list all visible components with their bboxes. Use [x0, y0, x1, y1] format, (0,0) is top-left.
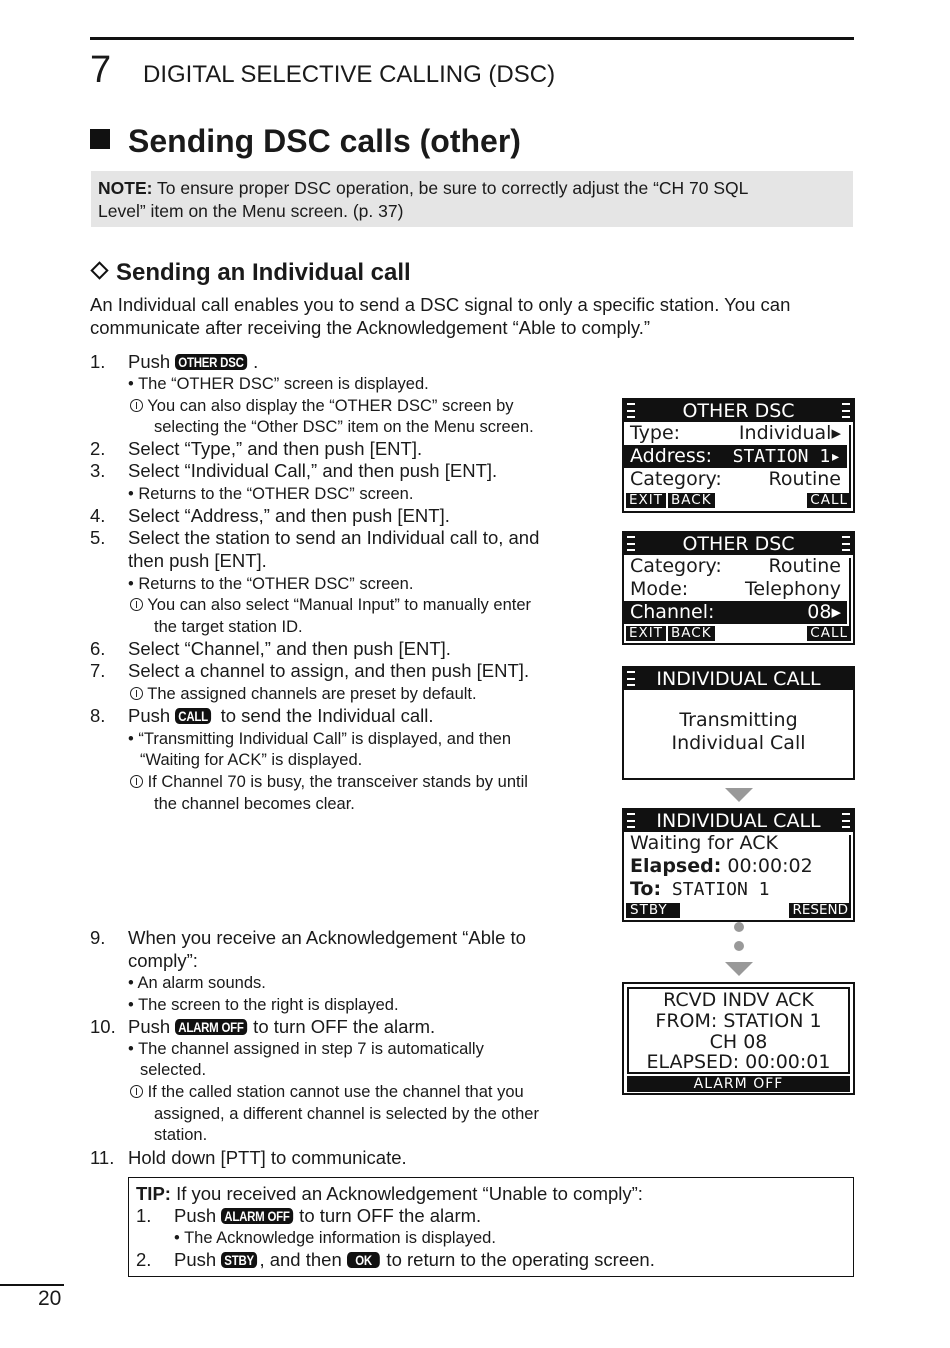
softkey-alarm-off: ALARM OFF [627, 1076, 850, 1092]
lcd-row-waiting: Waiting for ACK [630, 832, 778, 854]
lcd-rcvd-indv-ack [622, 982, 855, 1095]
info-note: You can also select “Manual Input” to manually enter [130, 594, 531, 616]
step-number: 11. [90, 1147, 115, 1168]
lcd-other-dsc-screen-1 [622, 398, 855, 513]
step-number: 10. [90, 1016, 116, 1037]
step-1: Push OTHER DSC . [128, 351, 259, 372]
bullet: • The channel assigned in step 7 is automatically [128, 1040, 484, 1058]
diamond-bullet-icon [90, 261, 108, 279]
lcd-row-elapsed: Elapsed: 00:00:02 [630, 855, 813, 877]
lcd-header: INDIVIDUAL CALL [624, 668, 853, 690]
lcd-individual-call-transmitting [622, 666, 855, 780]
lcd-text: FROM: STATION 1 [655, 1010, 822, 1032]
intro-paragraph [90, 293, 850, 339]
note-text-2: Level” item on the Menu screen. (p. 37) [98, 201, 404, 221]
lcd-other-dsc-screen-2 [622, 531, 855, 645]
tip-step-1: Push ALARM OFF to turn OFF the alarm. [174, 1205, 482, 1226]
softkey-stby: STBY [626, 903, 680, 918]
info-note-cont: station. [154, 1126, 208, 1144]
step-number: 8. [90, 705, 106, 726]
alarm-off-key-icon: ALARM OFF [175, 1019, 247, 1035]
step-7: Select a channel to assign, and then push [ENT]. [128, 660, 530, 681]
scrollbar [849, 835, 851, 903]
step-5-cont: then push [ENT]. [128, 550, 267, 571]
menu-icon [627, 813, 635, 828]
softkey-exit: EXIT [626, 626, 666, 641]
lcd-text: RCVD INDV ACK [663, 989, 814, 1011]
bullet: • The screen to the right is displayed. [128, 996, 399, 1014]
step-number: 1. [90, 351, 106, 372]
tip-step-number: 2. [136, 1249, 152, 1270]
bullet: • An alarm sounds. [128, 974, 266, 992]
lcd-row-category: Category: Routine [630, 555, 841, 577]
info-note: The assigned channels are preset by default. [130, 683, 477, 705]
arrow-down-icon [725, 962, 753, 976]
bullet: • “Transmitting Individual Call” is displayed, and then [128, 730, 512, 748]
alarm-off-key-icon: ALARM OFF [221, 1208, 293, 1224]
step-number: 6. [90, 638, 106, 659]
bullet-cont: “Waiting for ACK” is displayed. [140, 751, 363, 769]
lcd-text: Individual Call [671, 732, 806, 754]
bullet-cont: selected. [140, 1061, 207, 1079]
lcd-text: ELAPSED: 00:00:01 [646, 1051, 831, 1073]
note-box [91, 171, 853, 227]
ok-key-icon: OK [347, 1252, 380, 1268]
softkey-bar [624, 901, 853, 919]
softkey-call: CALL [807, 493, 851, 508]
tip-step-2: Push STBY , and then OK to return to the operating screen. [174, 1249, 655, 1270]
dot-icon [734, 922, 744, 932]
other-dsc-key-icon: OTHER DSC [175, 354, 247, 370]
section-title-text: Sending DSC calls (other) [128, 123, 521, 159]
info-note-cont: selecting the “Other DSC” item on the Menu screen. [154, 418, 534, 436]
bullet: • The “OTHER DSC” screen is displayed. [128, 375, 429, 393]
page-number: 20 [38, 1287, 62, 1310]
intro-line: communicate after receiving the Acknowledgement “Able to comply.” [90, 317, 651, 338]
menu-icon [842, 813, 850, 828]
dot-icon [734, 941, 744, 951]
info-note: If the called station cannot use the channel that you [130, 1081, 524, 1103]
bullet: • Returns to the “OTHER DSC” screen. [128, 575, 414, 593]
softkey-call: CALL [807, 626, 851, 641]
step-3: Select “Individual Call,” and then push [ENT]. [128, 460, 498, 481]
lcd-individual-call-waiting [622, 808, 855, 922]
call-key-icon: CALL [175, 708, 211, 724]
menu-icon [627, 536, 635, 551]
scrollbar [849, 558, 851, 626]
step-4: Select “Address,” and then push [ENT]. [128, 505, 450, 526]
subsection-title-text: Sending an Individual call [116, 259, 411, 286]
softkey-bar [624, 491, 853, 509]
lcd-header: OTHER DSC [624, 400, 853, 422]
header-rule [90, 37, 854, 40]
info-icon [130, 399, 143, 412]
lcd-alert-frame [627, 987, 850, 1074]
step-number: 2. [90, 438, 106, 459]
stby-key-icon: STBY [221, 1252, 257, 1268]
note-label: NOTE: [98, 178, 153, 198]
menu-icon [627, 671, 635, 686]
softkey-back: BACK [668, 493, 715, 508]
lcd-row-address: Address: STATION 1▸ [624, 445, 847, 468]
step-number: 3. [90, 460, 106, 481]
intro-line: An Individual call enables you to send a DSC signal to only a specific station. You can [90, 294, 791, 315]
step-8: Push CALL to send the Individual call. [128, 705, 434, 726]
lcd-row-type: Type: Individual▸ [630, 422, 841, 444]
scrollbar [849, 425, 851, 493]
step-11: Hold down [PTT] to communicate. [128, 1147, 407, 1168]
menu-icon [842, 403, 850, 418]
softkey-exit: EXIT [626, 493, 666, 508]
lcd-header: INDIVIDUAL CALL [624, 810, 853, 832]
chapter-number: 7 [90, 49, 112, 91]
info-note-cont: the target station ID. [154, 618, 303, 636]
info-note-cont: the channel becomes clear. [154, 795, 355, 813]
square-bullet-icon [90, 129, 110, 149]
softkey-back: BACK [668, 626, 715, 641]
info-note: You can also display the “OTHER DSC” screen by [130, 395, 514, 417]
page-number-rule [0, 1284, 64, 1286]
step-2: Select “Type,” and then push [ENT]. [128, 438, 423, 459]
subsection-title [90, 258, 411, 288]
info-icon [130, 598, 143, 611]
step-number: 4. [90, 505, 106, 526]
step-10: Push ALARM OFF to turn OFF the alarm. [128, 1016, 436, 1037]
section-title [90, 121, 521, 161]
lcd-text: Transmitting [679, 709, 798, 731]
tip-text: TIP: If you received an Acknowledgement “Unable to comply”: [136, 1183, 643, 1204]
tip-step-number: 1. [136, 1205, 152, 1226]
menu-icon [627, 403, 635, 418]
tip-bullet: • The Acknowledge information is displayed. [174, 1229, 496, 1247]
softkey-bar [624, 624, 853, 642]
lcd-row-to: To: STATION 1 [630, 878, 770, 900]
step-9: When you receive an Acknowledgement “Able to [128, 927, 526, 948]
info-icon [130, 1085, 143, 1098]
tip-box [128, 1177, 854, 1277]
chapter-title: DIGITAL SELECTIVE CALLING (DSC) [143, 61, 556, 88]
info-icon [130, 775, 143, 788]
info-note: If Channel 70 is busy, the transceiver stands by until [130, 771, 528, 793]
lcd-header: OTHER DSC [624, 533, 853, 555]
lcd-row-channel: Channel: 08▸ [624, 601, 847, 624]
lcd-text: CH 08 [709, 1031, 768, 1053]
menu-icon [842, 536, 850, 551]
step-number: 9. [90, 927, 106, 948]
softkey-resend: RESEND [789, 903, 851, 918]
step-number: 5. [90, 527, 106, 548]
note-text: To ensure proper DSC operation, be sure to correctly adjust the “CH 70 SQL [152, 178, 749, 198]
step-number: 7. [90, 660, 106, 681]
bullet: • Returns to the “OTHER DSC” screen. [128, 485, 414, 503]
step-9-cont: comply”: [128, 950, 198, 971]
lcd-row-mode: Mode: Telephony [630, 578, 841, 600]
step-6: Select “Channel,” and then push [ENT]. [128, 638, 451, 659]
info-note-cont: assigned, a different channel is selected by the other [154, 1105, 539, 1123]
info-icon [130, 687, 143, 700]
lcd-row-category: Category: Routine [630, 468, 841, 490]
arrow-down-icon [725, 788, 753, 802]
step-5: Select the station to send an Individual call to, and [128, 527, 540, 548]
